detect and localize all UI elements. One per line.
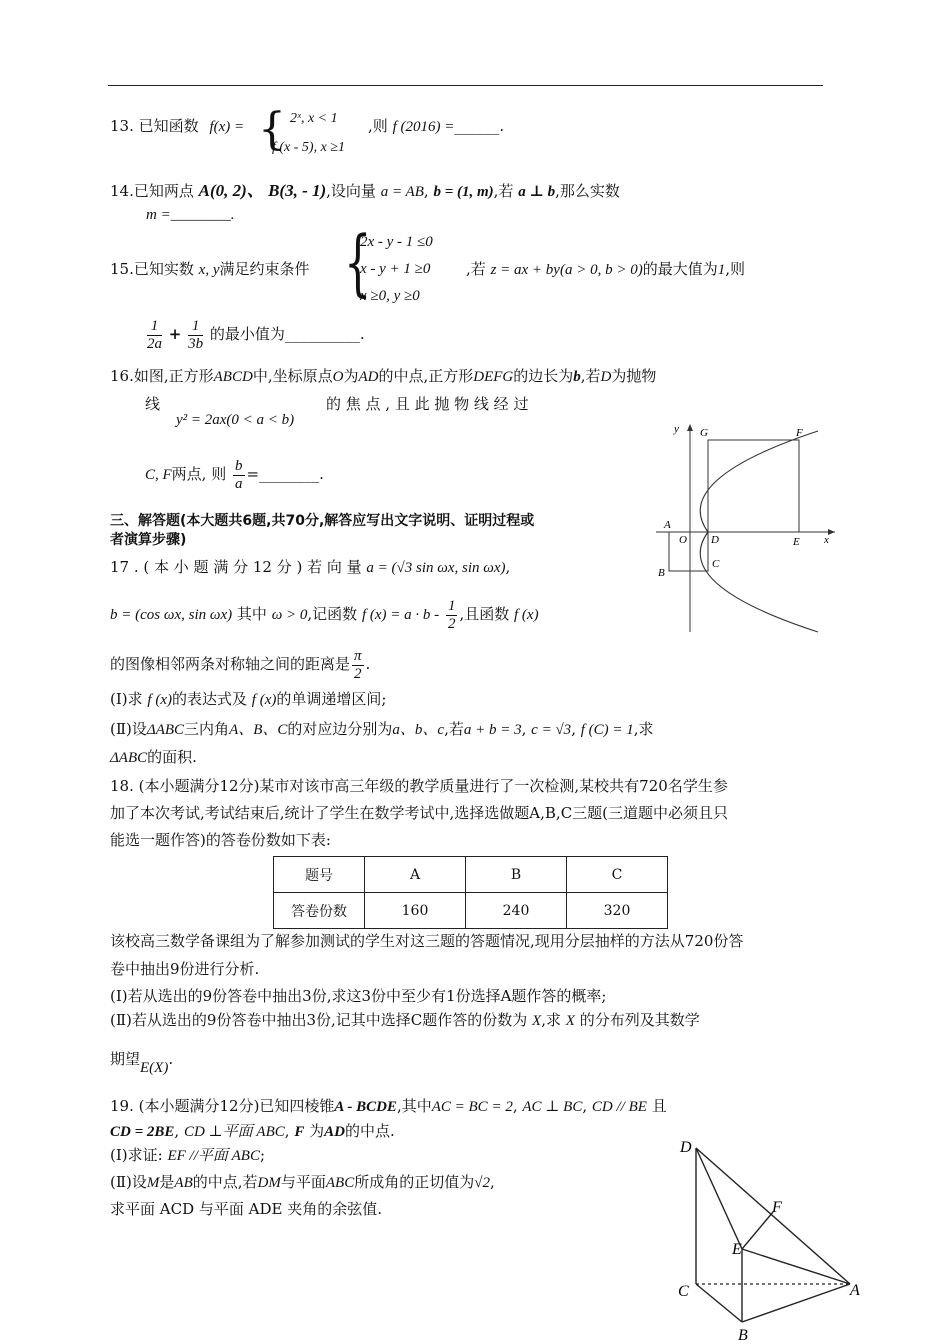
fig19-label: C: [678, 1283, 689, 1300]
section3-heading-2: 者演算步骤): [110, 532, 187, 548]
q15-expression: $\frac{1}{2a}$ + $\frac{1}{3b}$ 的最小值为__________.: [147, 318, 365, 352]
fig16-label: F: [796, 427, 803, 439]
q19-figure: [670, 1132, 870, 1344]
q15-cond: ,若 z = ax + by(a > 0, b > 0)的最大值为1,则: [466, 260, 745, 278]
q13-brace: {: [258, 104, 286, 155]
q18-table: [273, 856, 668, 929]
fig16-label: C: [712, 558, 720, 570]
q18-line1: 18. (本小题满分12分)某市对该市高三年级的教学质量进行了一次检测,某校共有720名学生参: [110, 777, 728, 795]
q16-line1: 16.如图,正方形ABCD中,坐标原点O为AD的中点,正方形DEFG的边长为b,若D为抛物: [110, 367, 657, 385]
table-cell: 答卷份数: [274, 893, 365, 929]
q19-line2: CD = 2BE, CD ⊥平面 ABC, F 为AD的中点.: [110, 1122, 395, 1140]
header-rule: [108, 85, 823, 86]
q17-line1: 17 . ( 本 小 题 满 分 12 分 ) 若 向 量 a = (√3 sin ωx, sin ωx),: [110, 558, 511, 576]
fig16-label: O: [679, 534, 687, 546]
q16-line2a: 线: [145, 395, 161, 413]
table-header-row: [274, 857, 668, 893]
q19-line1: 19. (本小题满分12分)已知四棱锥A - BCDE,其中AC = BC = 2, AC ⊥ BC, CD // BE 且: [110, 1097, 667, 1115]
table-header-cell: B: [466, 857, 567, 893]
q15-constraint-3: x ≥0, y ≥0: [360, 288, 420, 304]
q17-line3: 的图像相邻两条对称轴之间的距离是 $\frac{\pi}{2}$ .: [110, 648, 371, 682]
edge-ea: [742, 1249, 850, 1284]
fig16-label: D: [711, 534, 719, 546]
q16-figure: [650, 418, 840, 636]
fig19-label: A: [850, 1282, 860, 1299]
fig19-label: D: [680, 1139, 692, 1156]
q15-brace: {: [344, 220, 372, 304]
edge-ef: [742, 1212, 773, 1249]
q13-ask: ,则 f (2016) =______.: [368, 117, 505, 135]
q13-case2: f (x - 5), x ≥1: [272, 140, 345, 155]
q18-line4: 该校高三数学备课组为了解参加测试的学生对这三题的答题情况,现用分层抽样的方法从720份答: [110, 932, 744, 950]
q18-line5: 卷中抽出9份进行分析.: [110, 960, 260, 978]
q16-line2b: 的 焦 点 , 且 此 抛 物 线 经 过: [326, 395, 529, 413]
q17-line2: b = (cos ωx, sin ωx) 其中 ω > 0,记函数 f (x) = a · b - $\frac{1}{2}$ ,且函数 f (x): [110, 598, 539, 632]
edge-de: [696, 1148, 742, 1249]
q15-constraint-1: 2x - y - 1 ≤0: [360, 234, 433, 250]
q18-line2: 加了本次考试,考试结束后,统计了学生在数学考试中,选择选做题A,B,C三题(三道题中必须且只: [110, 804, 729, 822]
table-row: [274, 893, 668, 929]
table-cell: 240: [466, 893, 567, 929]
fig16-label: A: [664, 519, 671, 531]
q14-line2: m =________.: [146, 207, 235, 223]
x-axis-arrow: [828, 529, 835, 535]
q19-part1: (Ⅰ)求证: EF //平面 ABC;: [110, 1146, 266, 1164]
fig16-label: E: [793, 536, 800, 548]
fig19-label: B: [738, 1327, 748, 1344]
q18-part2-end: 期望E(X).: [110, 1050, 174, 1076]
q17-part2: (Ⅱ)设ΔABC三内角A、B、C的对应边分别为a、b、c,若a + b = 3, c = √3, f (C) = 1,求: [110, 720, 654, 738]
fig16-label: y: [674, 423, 679, 435]
q13-case1: 2ˣ, x < 1: [290, 111, 338, 126]
q13-line: 13. 已知函数 f(x) =: [110, 117, 245, 135]
section3-heading-1: 三、解答题(本大题共6题,共70分,解答应写出文字说明、证明过程或: [110, 513, 535, 529]
q16-parabola: y² = 2ax(0 < a < b): [176, 412, 295, 428]
fig16-label: x: [824, 534, 829, 546]
square-defg: [708, 440, 799, 532]
table-cell: 320: [567, 893, 668, 929]
square-abcd: [669, 532, 708, 571]
q17-part2-end: ΔABC的面积.: [110, 748, 197, 766]
fig16-label: G: [700, 427, 708, 439]
q19-part2-end: 求平面 ACD 与平面 ADE 夹角的余弦值.: [110, 1200, 382, 1218]
q15-intro: 15.已知实数 x, y满足约束条件: [110, 260, 310, 278]
q14-line1: 14.已知两点 A(0, 2)、 B(3, - 1),设向量 a = AB, b = (1, m),若 a ⊥ b,那么实数: [110, 181, 620, 200]
edge-cb: [696, 1284, 742, 1322]
y-axis-arrow: [687, 424, 693, 431]
q17-part1: (Ⅰ)求 f (x)的表达式及 f (x)的单调递增区间;: [110, 690, 387, 708]
fig19-label: F: [772, 1199, 782, 1216]
q19-part2: (Ⅱ)设M是AB的中点,若DM与平面ABC所成角的正切值为√2,: [110, 1173, 495, 1191]
q16-line3: C, F两点, 则 $\frac{b}{a}$ =________.: [145, 458, 324, 492]
q15-constraint-2: x - y + 1 ≥0: [360, 261, 431, 277]
edge-da: [696, 1148, 850, 1284]
fig19-label: E: [732, 1241, 742, 1258]
table-cell: 160: [365, 893, 466, 929]
table-header-cell: A: [365, 857, 466, 893]
edge-ba: [742, 1284, 850, 1322]
q18-part1: (Ⅰ)若从选出的9份答卷中抽出3份,求这3份中至少有1份选择A题作答的概率;: [110, 987, 607, 1005]
q18-line3: 能选一题作答)的答卷份数如下表:: [110, 831, 331, 849]
fig16-label: B: [658, 567, 665, 579]
q18-part2: (Ⅱ)若从选出的9份答卷中抽出3份,记其中选择C题作答的份数为 X,求 X 的分布列及其数学: [110, 1011, 700, 1029]
table-header-cell: C: [567, 857, 668, 893]
table-header-cell: 题号: [274, 857, 365, 893]
